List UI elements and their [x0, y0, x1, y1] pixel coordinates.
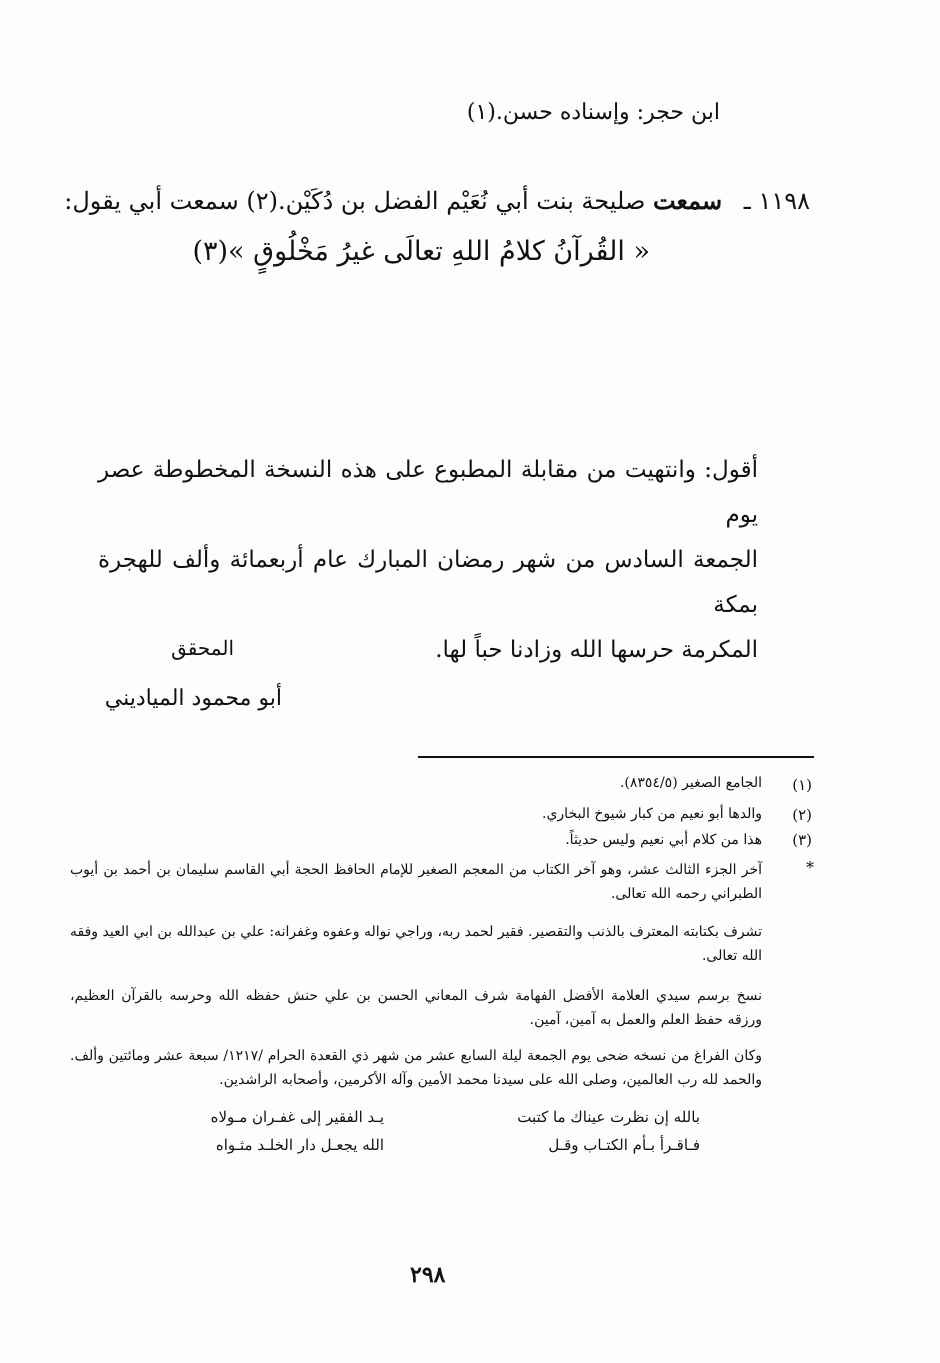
footnote-text: هذا من كلام أبي نعيم وليس حديثاً.: [565, 832, 762, 848]
editor-name: أبو محمود المياديني: [104, 686, 282, 711]
completion-note-text: وكان الفراغ من نسخه ضحى يوم الجمعة ليلة السابع عشر من شهر ذي القعدة الحرام /١٢١٧/ سبعة عشر ومائتين وألف. والحمد لله رب العالمين، وصلى الله على سيدنا محمد الأمين وآله الأكرمين، وأصحابه الراشدين.: [70, 1048, 763, 1088]
star-marker: *: [806, 858, 814, 877]
opening-line: ابن حجر: وإسناده حسن.(١): [466, 100, 720, 125]
verse-line-1-first-hemistich: بالله إن نظرت عيناك ما كتبت: [517, 1108, 700, 1126]
footnote-text: الجامع الصغير (٨٣٥٤/٥).: [619, 775, 762, 791]
commission-note-paragraph: [70, 984, 762, 1032]
verse-line-2-first-hemistich: فـاقـرأ بـأم الكتـاب وقـل: [548, 1136, 700, 1154]
footnote-number: (١): [792, 776, 812, 794]
hadith-quote: « القُرآنُ كلامُ اللهِ تعالَى غيرُ مَخْلُوقٍ »(٣): [192, 236, 650, 267]
star-note-paragraph: [70, 858, 762, 906]
footnote-number: (٢): [792, 806, 812, 824]
hadith-lead-word: سمعت: [652, 186, 723, 215]
star-note-text: آخر الجزء الثالث عشر، وهو آخر الكتاب من المعجم الصغير للإمام الحافظ الحجة أبي القاسم سليمان بن أحمد بن أيوب الطبراني رحمه الله تعالى.: [70, 862, 762, 902]
verse-line-1-second-hemistich: يـد الفقير إلى غفـران مـولاه: [210, 1108, 384, 1126]
commission-note-text: نسخ برسم سيدي العلامة الأفضل الفهامة شرف المعاني الحسن بن علي حنش حفظه الله وحرسه بالقرآن العظيم، ورزقه حفظ العلم والعمل به آمين، آمين.: [70, 988, 762, 1028]
completion-note-paragraph: [70, 1044, 762, 1092]
footnote-separator: [418, 756, 814, 758]
page-number: ٢٩٨: [410, 1262, 446, 1288]
colophon-line: أقول: وانتهيت من مقابلة المطبوع على هذه النسخة المخطوطة عصر يوم: [98, 457, 758, 528]
scribe-note-text: تشرف بكتابته المعترف بالذنب والتقصير. فقير لحمد ربه، وراجي نواله وعفوه وغفرانه: علي بن عبدالله بن ابي العيد وفقه الله تعالى.: [70, 924, 762, 964]
hadith-line: [64, 186, 810, 215]
colophon-line: الجمعة السادس من شهر رمضان المبارك عام أربعمائة وألف للهجرة بمكة: [98, 547, 758, 618]
footnote-text: والدها أبو نعيم من كبار شيوخ البخاري.: [542, 806, 762, 822]
verse-line-2-second-hemistich: الله يجعـل دار الخلـد مثـواه: [215, 1136, 384, 1154]
footnote-number: (٣): [792, 831, 812, 849]
colophon-line: المكرمة حرسها الله وزادنا حباً لها.: [435, 637, 758, 663]
editor-title: المحقق: [171, 636, 234, 660]
hadith-text: صليحة بنت أبي نُعَيْم الفضل بن دُكَيْن.(٢) سمعت أبي يقول:: [64, 187, 646, 215]
scribe-note-paragraph: [70, 920, 762, 968]
hadith-number: ١١٩٨ ـ: [743, 187, 810, 215]
